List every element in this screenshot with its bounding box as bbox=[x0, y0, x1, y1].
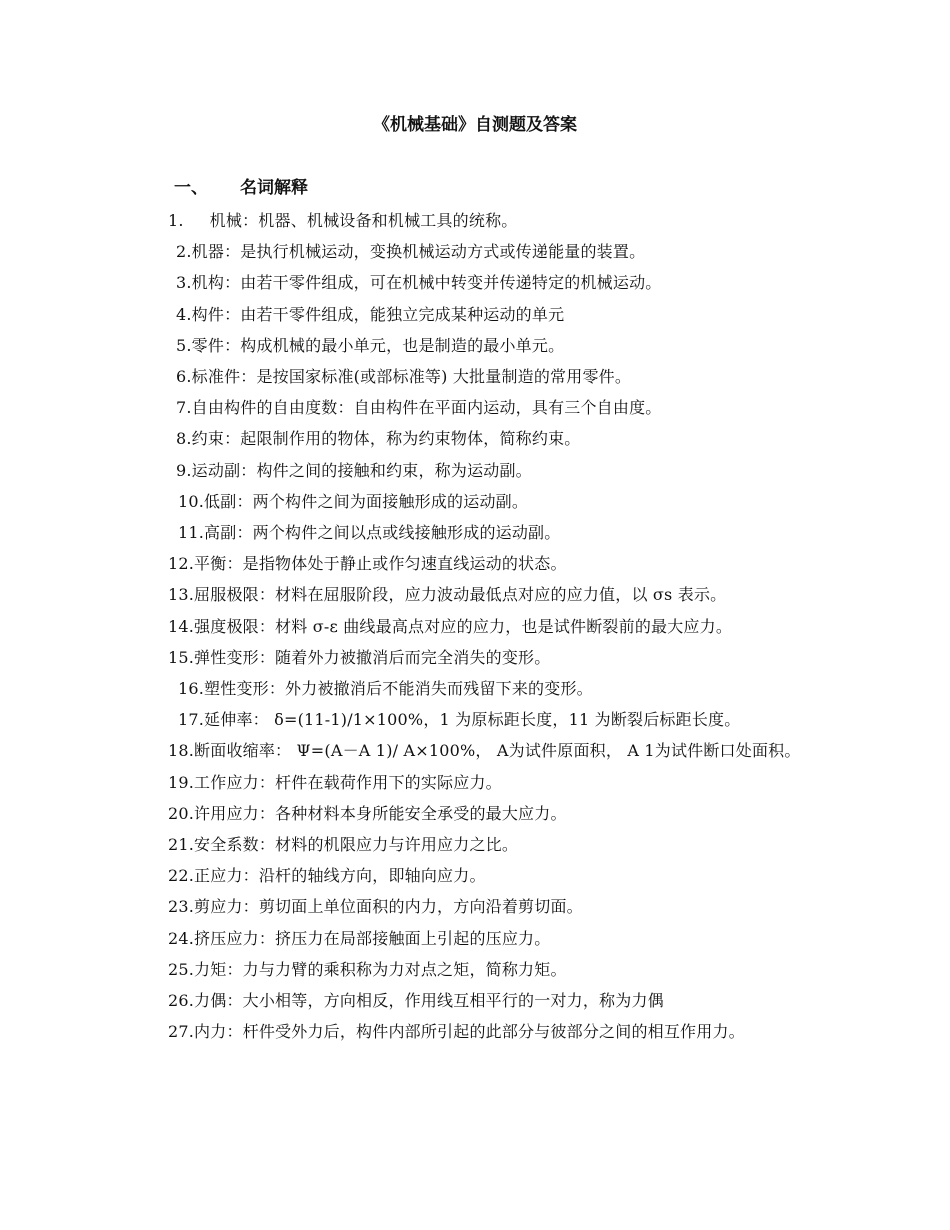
term-item bbox=[168, 735, 828, 766]
term-text: 力偶：大小相等，方向相反，作用线互相平行的一对力，称为力偶 bbox=[194, 991, 664, 1011]
term-text: 断面收缩率： Ψ=(A－A 1)/ A×100%， A为试件原面积， A 1为试件断口处面积。 bbox=[194, 741, 801, 761]
term-text: 力矩：力与力臂的乘积称为力对点之矩，简称力矩。 bbox=[194, 959, 567, 979]
term-number: 10. bbox=[178, 491, 205, 511]
term-number: 27. bbox=[168, 1022, 195, 1042]
term-text: 机械：机器、机械设备和机械工具的统称。 bbox=[209, 211, 518, 230]
term-number: 20. bbox=[168, 803, 195, 823]
term-item bbox=[168, 954, 828, 985]
term-text: 约束：起限制作用的物体，称为约束物体，简称约束。 bbox=[191, 429, 581, 449]
term-number: 22. bbox=[168, 866, 195, 886]
term-number: 13. bbox=[168, 585, 195, 605]
term-item bbox=[168, 455, 828, 486]
term-number: 5. bbox=[176, 335, 192, 355]
term-number: 14. bbox=[168, 616, 195, 636]
term-number: 19. bbox=[168, 772, 195, 792]
term-number: 1. bbox=[168, 211, 184, 230]
term-item bbox=[168, 205, 828, 236]
term-number: 15. bbox=[168, 647, 195, 667]
term-number: 26. bbox=[168, 991, 195, 1011]
term-text: 工作应力：杆件在载荷作用下的实际应力。 bbox=[194, 772, 502, 792]
term-number: 12. bbox=[168, 554, 195, 574]
term-number: 11. bbox=[178, 523, 205, 543]
term-text: 内力：杆件受外力后，构件内部所引起的此部分与彼部分之间的相互作用力。 bbox=[194, 1022, 745, 1042]
term-text: 正应力：沿杆的轴线方向，即轴向应力。 bbox=[194, 866, 486, 886]
term-item bbox=[168, 985, 828, 1016]
term-item bbox=[168, 361, 828, 392]
term-item bbox=[168, 423, 828, 454]
document-title: 《机械基础》自测题及答案 bbox=[373, 115, 577, 135]
section-heading bbox=[174, 176, 308, 200]
term-item bbox=[168, 798, 828, 829]
term-text: 塑性变形：外力被撤消后不能消失而残留下来的变形。 bbox=[204, 679, 593, 699]
term-item bbox=[168, 642, 828, 673]
term-item bbox=[168, 392, 828, 423]
term-item bbox=[168, 267, 828, 298]
term-number: 17. bbox=[178, 710, 205, 730]
term-text: 零件：构成机械的最小单元，也是制造的最小单元。 bbox=[191, 335, 565, 355]
term-text: 延伸率： δ=(11-1)/1×100%，1 为原标距长度，11 为断裂后标距长度。 bbox=[204, 710, 741, 730]
term-text: 强度极限：材料 σ-ε 曲线最高点对应的应力，也是试件断裂前的最大应力。 bbox=[194, 616, 733, 636]
term-item bbox=[168, 891, 828, 922]
term-text: 自由构件的自由度数：自由构件在平面内运动，具有三个自由度。 bbox=[191, 398, 662, 418]
term-item bbox=[168, 486, 828, 517]
term-number: 6. bbox=[176, 367, 192, 387]
term-item bbox=[168, 548, 828, 579]
term-text: 运动副：构件之间的接触和约束，称为运动副。 bbox=[191, 460, 532, 480]
term-number: 8. bbox=[176, 429, 192, 449]
term-text: 平衡：是指物体处于静止或作匀速直线运动的状态。 bbox=[194, 554, 567, 574]
term-number: 16. bbox=[178, 679, 205, 699]
term-item bbox=[168, 767, 828, 798]
term-item bbox=[168, 923, 828, 954]
term-number: 25. bbox=[168, 959, 195, 979]
term-item bbox=[168, 704, 828, 735]
term-number: 4. bbox=[176, 304, 192, 324]
term-text: 机构：由若干零件组成，可在机械中转变并传递特定的机械运动。 bbox=[191, 273, 662, 293]
term-item bbox=[168, 579, 828, 610]
term-text: 屈服极限：材料在屈服阶段，应力波动最低点对应的应力值，以 σs 表示。 bbox=[194, 585, 727, 605]
term-item bbox=[168, 517, 828, 548]
section-title: 名词解释 bbox=[240, 178, 308, 198]
term-item bbox=[168, 673, 828, 704]
term-text: 剪应力：剪切面上单位面积的内力，方向沿着剪切面。 bbox=[194, 897, 583, 917]
term-text: 安全系数：材料的机限应力与许用应力之比。 bbox=[194, 835, 519, 855]
term-number: 18. bbox=[168, 741, 195, 761]
term-item bbox=[168, 236, 828, 267]
term-text: 弹性变形：随着外力被撤消后而完全消失的变形。 bbox=[194, 647, 551, 667]
term-item bbox=[168, 299, 828, 330]
term-text: 挤压应力：挤压力在局部接触面上引起的压应力。 bbox=[194, 928, 551, 948]
term-text: 高副：两个构件之间以点或线接触形成的运动副。 bbox=[204, 523, 561, 543]
term-item bbox=[168, 829, 828, 860]
term-number: 2. bbox=[176, 242, 192, 262]
term-item bbox=[168, 611, 828, 642]
term-number: 21. bbox=[168, 835, 195, 855]
term-number: 9. bbox=[176, 460, 192, 480]
term-number: 23. bbox=[168, 897, 195, 917]
term-number: 7. bbox=[176, 398, 192, 418]
term-text: 低副：两个构件之间为面接触形成的运动副。 bbox=[204, 491, 529, 511]
term-text: 标准件：是按国家标准(或部标准等) 大批量制造的常用零件。 bbox=[191, 367, 632, 387]
term-list bbox=[168, 205, 828, 1047]
term-text: 许用应力：各种材料本身所能安全承受的最大应力。 bbox=[194, 803, 567, 823]
term-number: 3. bbox=[176, 273, 192, 293]
section-number: 一、 bbox=[174, 178, 208, 198]
term-item bbox=[168, 860, 828, 891]
term-text: 机器：是执行机械运动，变换机械运动方式或传递能量的装置。 bbox=[191, 242, 646, 262]
term-item bbox=[168, 330, 828, 361]
term-number: 24. bbox=[168, 928, 195, 948]
term-item bbox=[168, 1016, 828, 1047]
term-text: 构件：由若干零件组成，能独立完成某种运动的单元 bbox=[191, 304, 565, 324]
